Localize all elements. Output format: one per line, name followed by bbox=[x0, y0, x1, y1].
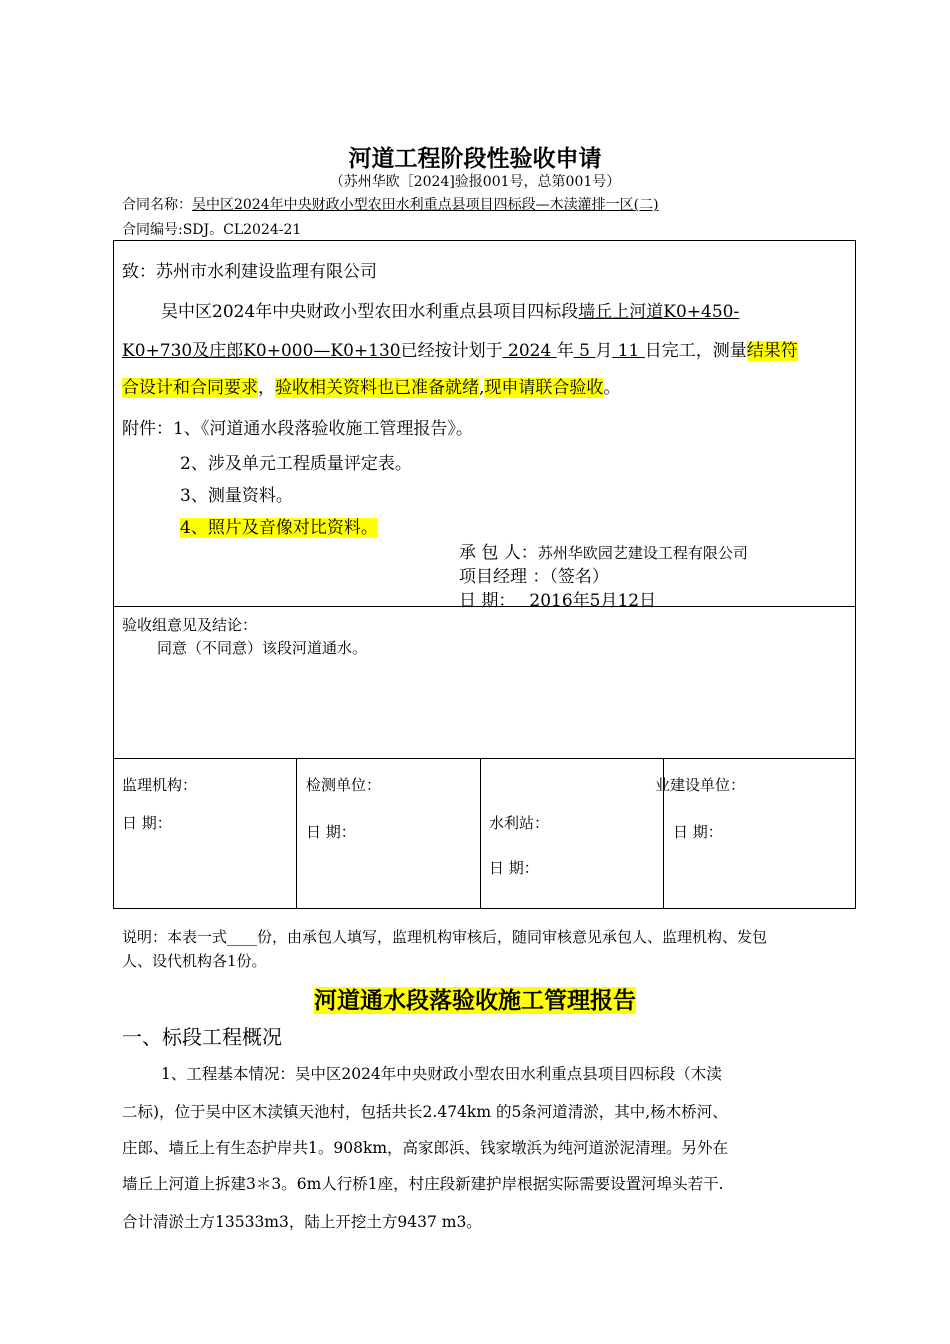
report-paragraph-line: 二标)，位于吴中区木渎镇天池村，包括共长2.474km 的5条河道清淤，其中,杨木桥河、 bbox=[122, 1103, 728, 1121]
contractor-row: 承 包 人：苏州华欧园艺建设工程有限公司 bbox=[459, 543, 748, 563]
report-paragraph-line: 1、工程基本情况：吴中区2024年中央财政小型农田水利重点县项目四标段（木渎 bbox=[161, 1065, 722, 1083]
test-unit-date: 日 期： bbox=[306, 823, 356, 841]
addressee: 致：苏州市水利建设监理有限公司 bbox=[122, 262, 377, 282]
application-line-1: 吴中区2024年中央财政小型农田水利重点县项目四标段墙丘上河道K0+450- bbox=[161, 302, 740, 322]
document-ref-number: （苏州华欧［2024]验报001号，总第001号） bbox=[329, 174, 621, 190]
water-station-date: 日 期： bbox=[489, 859, 539, 877]
report-title: 河道通水段落验收施工管理报告 bbox=[314, 987, 636, 1014]
section-heading-overview: 一、标段工程概况 bbox=[122, 1025, 282, 1049]
project-manager-signature: 项目经理 ：（签名） bbox=[459, 567, 609, 587]
contract-name-label: 合同名称： bbox=[122, 197, 192, 213]
application-date-row: 日 期： 2016年5月12日 bbox=[459, 591, 657, 611]
report-paragraph-line: 墙丘上河道上拆建3＊3。6m人行桥1座，村庄段新建护岸根据实际需要设置河埠头若干. bbox=[122, 1175, 724, 1193]
attachment-3: 3、测量资料。 bbox=[180, 486, 293, 506]
application-line-3: 合设计和合同要求，验收相关资料也已准备就绪,现申请联合验收。 bbox=[122, 378, 621, 398]
test-unit-label: 检测单位： bbox=[306, 776, 382, 794]
water-station-label: 水利站： bbox=[489, 814, 550, 832]
report-paragraph-line: 庄郎、墙丘上有生态护岸共1。908km，高家郎浜、钱家墩浜为纯河道淤泥清理。另外在 bbox=[122, 1139, 729, 1157]
opinion-text: 同意（不同意）该段河道通水。 bbox=[157, 639, 368, 657]
attachment-4: 4、照片及音像对比资料。 bbox=[180, 518, 378, 538]
opinion-label: 验收组意见及结论： bbox=[122, 616, 258, 634]
report-paragraph-line: 合计清淤土方13533m3，陆上开挖土方9437 m3。 bbox=[122, 1213, 482, 1231]
owner-date: 日 期： bbox=[673, 823, 723, 841]
attachment-2: 2、涉及单元工程质量评定表。 bbox=[180, 454, 412, 474]
document-title: 河道工程阶段性验收申请 bbox=[348, 145, 602, 172]
supervisor-date: 日 期： bbox=[122, 814, 172, 832]
contract-name-value: 吴中区2024年中央财政小型农田水利重点县项目四标段—木渎灌排一区(二) bbox=[192, 197, 659, 213]
supervisor-label: 监理机构： bbox=[122, 776, 198, 794]
table-column-divider bbox=[296, 758, 297, 909]
owner-label: 业建设单位： bbox=[655, 776, 746, 794]
contract-number: 合同编号:SDJ。CL2024-21 bbox=[122, 222, 302, 238]
table-column-divider bbox=[480, 758, 481, 909]
table-divider bbox=[113, 758, 856, 759]
form-note-line-1: 说明：本表一式____份，由承包人填写，监理机构审核后，随同审核意见承包人、监理机构、发包 bbox=[122, 928, 768, 946]
form-note-line-2: 人、设代机构各1份。 bbox=[122, 952, 267, 970]
application-line-2: K0+730及庄郎K0+000—K0+130已经按计划于 2024 年 5 月 11 日完工，测量结果符 bbox=[122, 341, 798, 361]
attachment-1: 附件：1、《河道通水段落验收施工管理报告》。 bbox=[122, 419, 473, 439]
contract-name-row bbox=[122, 194, 659, 214]
